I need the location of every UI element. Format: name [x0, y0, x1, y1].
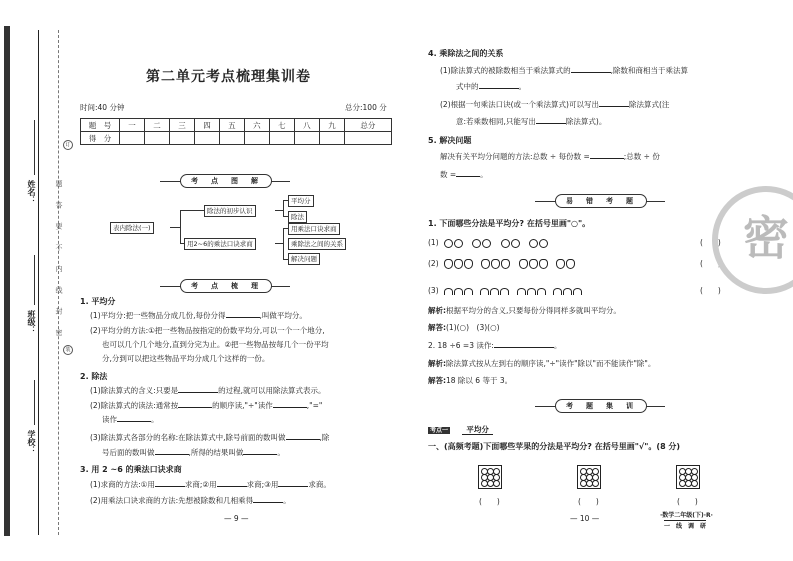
- score-cell[interactable]: [120, 132, 145, 145]
- confidential-stamp: [712, 186, 793, 294]
- peach-group-icon: [444, 238, 464, 247]
- text-fragment: ,叫做平均分。: [259, 311, 307, 320]
- stamp-text: 密: [743, 211, 789, 265]
- seal-char: 不: [55, 243, 63, 257]
- text-line: (2)平均分的方法:①把一些物品按指定的份数平均分,可以一个一个地分,: [90, 326, 325, 335]
- score-header-cell: 六: [244, 119, 269, 132]
- footer-subtitle: 一 线 调 研: [664, 520, 706, 530]
- answer-paren[interactable]: ( ): [700, 286, 721, 295]
- time-limit: 时间:40 分钟: [80, 103, 125, 112]
- concept-mindmap: [110, 197, 370, 270]
- text-fragment: (1)平均分:把一些物品分成几份,每份分得: [90, 311, 226, 320]
- score-table: [80, 118, 392, 145]
- practice-tag: 考点一: [430, 427, 449, 434]
- class-blank: [34, 255, 35, 305]
- text-fragment: 。: [277, 448, 285, 457]
- text-fragment: 求商。: [308, 480, 331, 489]
- option-row: [428, 286, 583, 296]
- fill-blank[interactable]: [117, 421, 151, 422]
- text-fragment: 式中的: [456, 82, 479, 91]
- score-header-cell: 九: [319, 119, 344, 132]
- score-value-row: [81, 132, 392, 145]
- text-fragment: (2)根据一句乘法口诀(或一个乘法算式)可以写出: [440, 100, 599, 109]
- peach-group-icon: [472, 238, 492, 247]
- score-header-cell: 五: [219, 119, 244, 132]
- bell-group-icon: [517, 286, 547, 295]
- text-fragment: 除法算式)。: [565, 117, 607, 126]
- text-fragment: (1)求商的方法:①用: [90, 480, 155, 489]
- fill-blank[interactable]: [599, 106, 629, 107]
- answer-text: (1)(○) (3)(○): [446, 323, 500, 332]
- section-heading: 3. 用 2 ~6 的乘法口诀求商: [80, 465, 182, 474]
- text-fragment: ,所得的结果叫做: [188, 448, 244, 457]
- score-cell[interactable]: [319, 132, 344, 145]
- text-line: [90, 401, 322, 411]
- answer-paren[interactable]: ( ): [700, 238, 721, 247]
- option-label: (2): [428, 259, 439, 268]
- mindmap-connector: [283, 200, 284, 217]
- apple-group-icon: [478, 465, 502, 489]
- text-line: 分,分到可以把这些物品平均分成几个这样的一份。: [102, 354, 270, 363]
- fill-blank[interactable]: [536, 123, 566, 124]
- score-cell[interactable]: [144, 132, 169, 145]
- text-line: [440, 66, 688, 76]
- bell-group-icon: [444, 286, 474, 295]
- fill-blank[interactable]: [590, 158, 624, 159]
- banner-concept-map: 考 点 图 解: [180, 174, 272, 188]
- banner-concept-summary: 考 点 梳 理: [180, 279, 272, 293]
- score-header-row: [81, 119, 392, 132]
- mindmap-connector: [180, 210, 204, 211]
- score-header-cell: 七: [269, 119, 294, 132]
- question-text: 一、(高频考题)下面哪些苹果的分法是平均分? 在括号里画"√"。(8 分): [428, 442, 681, 451]
- fill-blank[interactable]: [278, 486, 308, 487]
- mindmap-branch-intro: 除法的初步认识: [204, 205, 256, 217]
- seal-char: 答: [55, 201, 63, 215]
- score-cell[interactable]: [194, 132, 219, 145]
- analysis-label: 解析:: [428, 306, 446, 315]
- name-blank: [34, 120, 35, 175]
- fill-blank[interactable]: [494, 347, 554, 348]
- peach-group-icon: [529, 238, 549, 247]
- pear-group-icon: [519, 259, 549, 268]
- option-label: (1): [428, 238, 439, 247]
- apple-group-icon: [676, 465, 700, 489]
- fill-blank[interactable]: [178, 392, 218, 393]
- answer-label: 解答:: [428, 376, 446, 385]
- text-line: [440, 170, 488, 180]
- option-label: (3): [428, 286, 439, 295]
- seal-notice: [54, 180, 64, 342]
- analysis-line: [428, 306, 621, 316]
- fill-blank[interactable]: [243, 454, 277, 455]
- score-cell[interactable]: [244, 132, 269, 145]
- analysis-text: 根据平均分的含义,只要每份分得同样多就叫平均分。: [446, 306, 621, 315]
- option-row: [428, 238, 549, 248]
- text-fragment: ,"=": [306, 401, 323, 410]
- text-fragment: 。: [518, 82, 526, 91]
- text-fragment: 2. 18 ÷6 =3 读作:: [428, 341, 494, 350]
- seal-char: 内: [55, 264, 63, 278]
- text-fragment: 读作: [102, 415, 117, 424]
- fill-blank[interactable]: [286, 439, 320, 440]
- text-fragment: 求商;③用: [246, 480, 279, 489]
- binding-line: [38, 30, 39, 535]
- text-line: [102, 415, 159, 425]
- mindmap-leaf: 用乘法口诀求商: [288, 223, 340, 235]
- mindmap-leaf: 平均分: [288, 195, 314, 207]
- bell-group-icon: [553, 286, 583, 295]
- text-fragment: (1)除法算式的含义:只要是: [90, 386, 179, 395]
- text-fragment: 的过程,就可以用除法算式表示。: [218, 386, 326, 395]
- bell-group-icon: [480, 286, 510, 295]
- answer-label: 解答:: [428, 323, 446, 332]
- text-fragment: 号后面的数叫做: [102, 448, 155, 457]
- text-line: 也可以几个几个地分,直到分完为止。②把一些物品按每几个一份平均: [102, 340, 329, 349]
- mindmap-connector: [170, 227, 180, 228]
- text-fragment: ,除: [319, 433, 330, 442]
- score-header-cell: 八: [294, 119, 319, 132]
- apple-group-icon: [577, 465, 601, 489]
- page-number: — 10 —: [570, 514, 600, 523]
- binding-hole: 订: [63, 140, 73, 150]
- answer-paren[interactable]: ( ): [677, 497, 698, 506]
- seal-char: 密: [55, 328, 63, 342]
- page-title: 第二单元考点梳理集训卷: [146, 69, 311, 85]
- text-line: [90, 480, 331, 490]
- mindmap-connector: [180, 210, 181, 244]
- fill-blank[interactable]: [456, 176, 480, 177]
- text-line: [456, 82, 526, 92]
- practice-topic-bar: [428, 425, 493, 436]
- text-line: [440, 100, 669, 110]
- score-cell[interactable]: [294, 132, 319, 145]
- name-label: 姓名：: [27, 180, 36, 204]
- binding-hole: 装: [63, 345, 73, 355]
- binding-margin: [0, 0, 70, 561]
- text-fragment: (3)除法算式各部分的名称:在除法算式中,除号前面的数叫做: [90, 433, 286, 442]
- answer-line: [428, 323, 500, 333]
- answer-paren[interactable]: ( ): [700, 259, 721, 268]
- fill-blank[interactable]: [479, 88, 519, 89]
- pear-group-icon: [481, 259, 511, 268]
- text-fragment: 的顺序读,"÷"读作: [212, 401, 273, 410]
- mindmap-connector: [275, 210, 283, 211]
- text-fragment: 。: [553, 341, 562, 350]
- section-heading: 1. 平均分: [80, 297, 116, 306]
- text-fragment: (2)用乘法口诀求商的方法:先想被除数和几相乘得: [90, 496, 254, 505]
- text-fragment: (1)除法算式的被除数相当于乘法算式的: [440, 66, 571, 75]
- pear-group-icon: [444, 259, 474, 268]
- question-text: [428, 341, 561, 351]
- score-cell[interactable]: [219, 132, 244, 145]
- text-line: [456, 117, 606, 127]
- page-number: — 9 —: [224, 514, 249, 523]
- seal-char: 封: [55, 307, 63, 321]
- fill-blank[interactable]: [253, 502, 283, 503]
- question-text: 1. 下面哪些分法是平均分? 在括号里画"○"。: [428, 219, 591, 228]
- seal-char: 题: [55, 180, 63, 193]
- answer-text: 18 除以 6 等于 3。: [446, 376, 513, 385]
- text-line: [90, 311, 307, 321]
- mindmap-leaf: 乘除法之间的关系: [288, 238, 346, 250]
- class-label: 班级：: [27, 310, 36, 334]
- text-fragment: 。: [283, 496, 291, 505]
- text-fragment: 意:若乘数相同,只能写出: [456, 117, 536, 126]
- mindmap-connector: [275, 243, 283, 244]
- mindmap-connector: [283, 228, 284, 260]
- mindmap-branch-multiplication: 用2~6的乘法口诀求商: [184, 238, 256, 250]
- peach-group-icon: [501, 238, 521, 247]
- school-blank: [34, 380, 35, 425]
- total-score: 总分:100 分: [345, 103, 387, 112]
- analysis-text: 除法算式按从左到右的顺序读,"÷"读作"除以"而不能读作"除"。: [446, 359, 656, 368]
- text-line: [440, 152, 660, 162]
- text-fragment: ;总数 ÷ 份: [623, 152, 660, 161]
- text-fragment: 除法算式(注: [628, 100, 670, 109]
- section-heading: 5. 解决问题: [428, 136, 472, 145]
- banner-practice: 考 题 集 训: [555, 399, 647, 413]
- score-header-cell: 一: [120, 119, 145, 132]
- fill-blank[interactable]: [217, 486, 247, 487]
- section-heading: 4. 乘除法之间的关系: [428, 49, 504, 58]
- analysis-label: 解析:: [428, 359, 446, 368]
- banner-tricky-questions: 易 错 考 题: [555, 194, 647, 208]
- seal-char: 线: [55, 286, 63, 300]
- text-line: [90, 496, 291, 506]
- score-header-cell: 四: [194, 119, 219, 132]
- footer-brand: ·数学二年级(下)·R·: [660, 512, 713, 519]
- answer-line: [428, 376, 512, 386]
- text-line: [90, 386, 326, 396]
- text-fragment: 求商;②用: [184, 480, 217, 489]
- score-cell[interactable]: [269, 132, 294, 145]
- school-label: 学校：: [27, 430, 36, 454]
- score-cell[interactable]: [344, 132, 391, 145]
- option-row: [428, 259, 576, 269]
- analysis-line: [428, 359, 655, 369]
- section-heading: 2. 除法: [80, 372, 108, 381]
- text-fragment: 。: [480, 170, 488, 179]
- fill-blank[interactable]: [155, 454, 189, 455]
- mindmap-root: 表内除法(一): [110, 222, 154, 234]
- answer-paren[interactable]: ( ): [578, 497, 599, 506]
- fill-blank[interactable]: [155, 486, 185, 487]
- text-fragment: ,除数和商相当于乘法算: [610, 66, 689, 75]
- text-fragment: 解决有关平均分问题的方法:总数 ÷ 每份数 =: [440, 152, 590, 161]
- text-line: [102, 448, 285, 458]
- mindmap-leaf: 解决问题: [288, 253, 320, 265]
- pear-group-icon: [556, 259, 576, 268]
- answer-paren[interactable]: ( ): [479, 497, 500, 506]
- score-row-label: 得 分: [81, 132, 120, 145]
- score-header-cell: 三: [169, 119, 194, 132]
- score-header-cell: 二: [144, 119, 169, 132]
- score-header-cell: 题 号: [81, 119, 120, 132]
- score-cell[interactable]: [169, 132, 194, 145]
- binding-band: [4, 26, 10, 536]
- fill-blank[interactable]: [226, 317, 260, 318]
- text-fragment: (2)除法算式的读法:通常按: [90, 401, 179, 410]
- seal-char: 要: [55, 222, 63, 236]
- fill-blank[interactable]: [571, 72, 611, 73]
- score-header-cell: 总分: [344, 119, 391, 132]
- practice-topic: 平均分: [462, 425, 493, 435]
- text-fragment: 。: [151, 415, 159, 424]
- fill-blank[interactable]: [178, 407, 212, 408]
- text-line: [90, 433, 329, 443]
- mindmap-leaf: 除法: [288, 211, 307, 223]
- text-fragment: 数 =: [440, 170, 457, 179]
- fill-blank[interactable]: [273, 407, 307, 408]
